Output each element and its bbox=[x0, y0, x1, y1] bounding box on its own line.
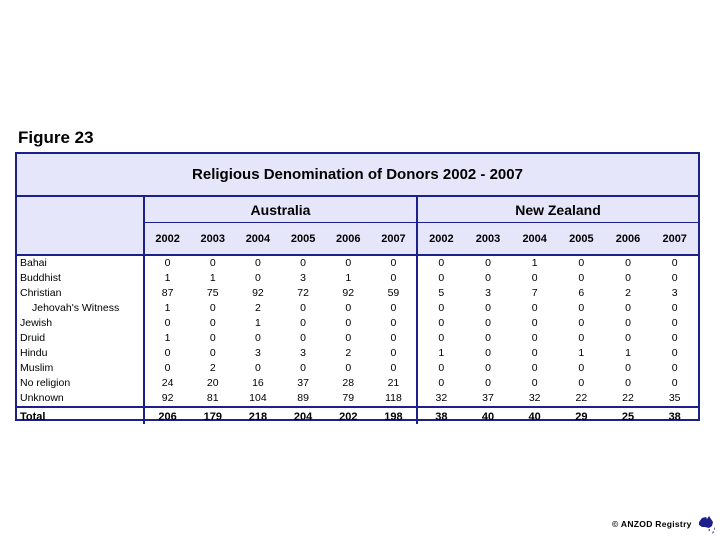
group-new-zealand bbox=[418, 197, 698, 254]
australia-cells bbox=[145, 391, 418, 406]
value-cell: 0 bbox=[438, 272, 445, 284]
australia-cells bbox=[145, 301, 418, 316]
value-cell: 1 bbox=[255, 317, 261, 329]
value-cell: 0 bbox=[531, 317, 538, 329]
row-label: Druid bbox=[17, 331, 145, 346]
value-cell: 22 bbox=[622, 392, 634, 404]
value-cell: 59 bbox=[387, 287, 400, 299]
table-title: Religious Denomination of Donors 2002 - 2007 bbox=[192, 166, 523, 183]
value-cell: 0 bbox=[671, 377, 678, 389]
value-cell: 20 bbox=[206, 377, 219, 389]
value-cell: 0 bbox=[438, 332, 445, 344]
donor-religion-table bbox=[15, 152, 700, 421]
value-cell: 0 bbox=[300, 317, 307, 329]
row-label: Bahai bbox=[17, 256, 145, 271]
value-cell: 204 bbox=[293, 411, 313, 423]
group-australia bbox=[145, 197, 418, 254]
value-cell: 37 bbox=[297, 377, 309, 389]
value-cell: 0 bbox=[438, 257, 445, 269]
value-cell: 0 bbox=[209, 332, 216, 344]
table-row bbox=[17, 361, 698, 376]
new-zealand-cells bbox=[418, 271, 698, 286]
value-cell: 2 bbox=[209, 362, 216, 374]
value-cell: 202 bbox=[339, 411, 358, 423]
value-cell: 0 bbox=[531, 377, 538, 389]
copyright-text: © ANZOD Registry bbox=[612, 519, 692, 529]
year-header: 2003 bbox=[475, 232, 501, 245]
value-cell: 0 bbox=[578, 377, 585, 389]
year-header: 2005 bbox=[290, 232, 316, 245]
value-cell: 0 bbox=[345, 317, 352, 329]
year-header: 2004 bbox=[522, 232, 547, 245]
value-cell: 0 bbox=[255, 332, 261, 344]
value-cell: 0 bbox=[485, 332, 491, 344]
value-cell: 0 bbox=[164, 362, 171, 374]
value-cell: 1 bbox=[209, 272, 216, 284]
row-label: Muslim bbox=[17, 361, 145, 376]
year-headers bbox=[418, 223, 698, 254]
value-cell: 29 bbox=[575, 411, 588, 423]
value-cell: 0 bbox=[578, 332, 585, 344]
australia-cells bbox=[145, 376, 418, 391]
value-cell: 0 bbox=[578, 317, 585, 329]
row-label: Total bbox=[17, 408, 145, 424]
value-cell: 0 bbox=[625, 317, 631, 329]
figure-label: Figure 23 bbox=[18, 128, 94, 147]
table-row bbox=[17, 331, 698, 346]
value-cell: 0 bbox=[485, 317, 491, 329]
value-cell: 0 bbox=[625, 332, 631, 344]
value-cell: 6 bbox=[578, 287, 585, 299]
value-cell: 0 bbox=[671, 257, 678, 269]
value-cell: 0 bbox=[390, 272, 397, 284]
value-cell: 0 bbox=[531, 362, 538, 374]
value-cell: 0 bbox=[625, 302, 631, 314]
value-cell: 0 bbox=[531, 347, 538, 359]
australia-cells bbox=[145, 346, 418, 361]
value-cell: 0 bbox=[578, 302, 585, 314]
value-cell: 7 bbox=[531, 287, 538, 299]
value-cell: 0 bbox=[300, 332, 307, 344]
value-cell: 179 bbox=[203, 411, 222, 423]
value-cell: 2 bbox=[255, 302, 261, 314]
header-stub bbox=[17, 197, 145, 254]
row-label: Unknown bbox=[17, 391, 145, 406]
value-cell: 0 bbox=[578, 257, 585, 269]
australia-cells bbox=[145, 331, 418, 346]
value-cell: 0 bbox=[485, 347, 491, 359]
value-cell: 0 bbox=[531, 272, 538, 284]
value-cell: 16 bbox=[252, 377, 264, 389]
value-cell: 0 bbox=[671, 347, 678, 359]
value-cell: 0 bbox=[531, 332, 538, 344]
value-cell: 198 bbox=[384, 411, 403, 423]
value-cell: 0 bbox=[438, 317, 445, 329]
value-cell: 0 bbox=[671, 362, 678, 374]
new-zealand-cells bbox=[418, 346, 698, 361]
value-cell: 25 bbox=[621, 411, 635, 423]
value-cell: 0 bbox=[390, 362, 397, 374]
table-title-row bbox=[17, 154, 698, 197]
value-cell: 0 bbox=[209, 302, 216, 314]
value-cell: 0 bbox=[671, 302, 678, 314]
year-header: 2005 bbox=[569, 232, 594, 245]
group-name: Australia bbox=[145, 197, 416, 223]
row-label: Christian bbox=[17, 286, 145, 301]
value-cell: 92 bbox=[252, 287, 264, 299]
value-cell: 1 bbox=[164, 272, 171, 284]
value-cell: 0 bbox=[485, 272, 491, 284]
new-zealand-cells bbox=[418, 256, 698, 271]
value-cell: 92 bbox=[342, 287, 355, 299]
value-cell: 3 bbox=[300, 347, 307, 359]
row-label: No religion bbox=[17, 376, 145, 391]
value-cell: 0 bbox=[625, 272, 631, 284]
table-body bbox=[17, 256, 698, 424]
year-header: 2002 bbox=[429, 232, 454, 245]
value-cell: 0 bbox=[255, 257, 261, 269]
value-cell: 2 bbox=[345, 347, 352, 359]
value-cell: 89 bbox=[297, 392, 309, 404]
value-cell: 0 bbox=[671, 272, 678, 284]
value-cell: 0 bbox=[485, 302, 491, 314]
australia-cells bbox=[145, 271, 418, 286]
value-cell: 0 bbox=[390, 302, 397, 314]
table-row bbox=[17, 256, 698, 271]
value-cell: 32 bbox=[528, 392, 541, 404]
australia-cells bbox=[145, 361, 418, 376]
year-header: 2007 bbox=[662, 232, 687, 245]
table-row bbox=[17, 286, 698, 301]
australia-cells bbox=[145, 286, 418, 301]
row-label: Jehovah's Witness bbox=[17, 301, 145, 316]
value-cell: 1 bbox=[164, 302, 171, 314]
value-cell: 28 bbox=[342, 377, 355, 389]
value-cell: 0 bbox=[209, 317, 216, 329]
year-headers bbox=[145, 223, 416, 254]
table-row bbox=[17, 316, 698, 331]
table-row bbox=[17, 346, 698, 361]
new-zealand-cells bbox=[418, 391, 698, 406]
value-cell: 0 bbox=[300, 302, 307, 314]
table-row bbox=[17, 391, 698, 406]
value-cell: 0 bbox=[438, 302, 445, 314]
value-cell: 72 bbox=[297, 287, 309, 299]
table-header bbox=[17, 197, 698, 256]
value-cell: 0 bbox=[438, 377, 445, 389]
value-cell: 1 bbox=[438, 347, 445, 359]
value-cell: 75 bbox=[206, 287, 219, 299]
value-cell: 32 bbox=[435, 392, 448, 404]
value-cell: 0 bbox=[390, 347, 397, 359]
value-cell: 104 bbox=[249, 392, 267, 404]
year-header: 2006 bbox=[615, 232, 641, 245]
value-cell: 0 bbox=[390, 317, 397, 329]
value-cell: 0 bbox=[625, 257, 631, 269]
value-cell: 0 bbox=[671, 317, 678, 329]
year-header: 2004 bbox=[245, 232, 271, 245]
value-cell: 0 bbox=[345, 257, 352, 269]
group-name: New Zealand bbox=[418, 197, 698, 223]
new-zealand-cells bbox=[418, 316, 698, 331]
value-cell: 0 bbox=[390, 332, 397, 344]
new-zealand-cells bbox=[418, 331, 698, 346]
value-cell: 0 bbox=[255, 272, 261, 284]
value-cell: 3 bbox=[300, 272, 307, 284]
new-zealand-cells bbox=[418, 408, 698, 424]
value-cell: 3 bbox=[255, 347, 261, 359]
value-cell: 0 bbox=[164, 257, 171, 269]
table-row bbox=[17, 376, 698, 391]
value-cell: 0 bbox=[164, 317, 171, 329]
value-cell: 21 bbox=[387, 377, 400, 389]
year-header: 2002 bbox=[155, 232, 180, 245]
value-cell: 2 bbox=[625, 287, 631, 299]
value-cell: 118 bbox=[385, 392, 402, 404]
australia-cells bbox=[145, 408, 418, 424]
value-cell: 1 bbox=[345, 272, 352, 284]
value-cell: 0 bbox=[671, 332, 678, 344]
value-cell: 0 bbox=[578, 362, 585, 374]
value-cell: 1 bbox=[531, 257, 538, 269]
value-cell: 0 bbox=[578, 272, 585, 284]
year-header: 2003 bbox=[200, 232, 225, 245]
value-cell: 0 bbox=[345, 332, 352, 344]
value-cell: 206 bbox=[158, 411, 177, 423]
table-row bbox=[17, 301, 698, 316]
value-cell: 92 bbox=[161, 392, 174, 404]
value-cell: 3 bbox=[485, 287, 491, 299]
value-cell: 0 bbox=[625, 362, 631, 374]
value-cell: 0 bbox=[345, 362, 352, 374]
value-cell: 38 bbox=[435, 411, 448, 423]
value-cell: 0 bbox=[531, 302, 538, 314]
value-cell: 0 bbox=[390, 257, 397, 269]
row-label: Jewish bbox=[17, 316, 145, 331]
value-cell: 0 bbox=[625, 377, 631, 389]
value-cell: 1 bbox=[164, 332, 171, 344]
value-cell: 1 bbox=[625, 347, 631, 359]
australia-cells bbox=[145, 316, 418, 331]
new-zealand-cells bbox=[418, 361, 698, 376]
value-cell: 37 bbox=[482, 392, 494, 404]
value-cell: 0 bbox=[164, 347, 171, 359]
value-cell: 22 bbox=[575, 392, 588, 404]
value-cell: 87 bbox=[161, 287, 174, 299]
table-row bbox=[17, 271, 698, 286]
value-cell: 5 bbox=[438, 287, 445, 299]
value-cell: 0 bbox=[209, 347, 216, 359]
value-cell: 0 bbox=[485, 257, 491, 269]
value-cell: 0 bbox=[485, 377, 491, 389]
value-cell: 0 bbox=[485, 362, 491, 374]
value-cell: 0 bbox=[255, 362, 261, 374]
australia-cells bbox=[145, 256, 418, 271]
value-cell: 0 bbox=[209, 257, 216, 269]
value-cell: 40 bbox=[528, 411, 541, 423]
value-cell: 3 bbox=[671, 287, 678, 299]
value-cell: 0 bbox=[300, 257, 307, 269]
new-zealand-cells bbox=[418, 301, 698, 316]
total-row bbox=[17, 406, 698, 424]
row-label: Buddhist bbox=[17, 271, 145, 286]
row-label: Hindu bbox=[17, 346, 145, 361]
value-cell: 24 bbox=[161, 377, 174, 389]
value-cell: 35 bbox=[668, 392, 681, 404]
value-cell: 0 bbox=[345, 302, 352, 314]
year-header: 2006 bbox=[336, 232, 361, 245]
value-cell: 0 bbox=[438, 362, 445, 374]
value-cell: 79 bbox=[342, 392, 355, 404]
new-zealand-cells bbox=[418, 376, 698, 391]
value-cell: 38 bbox=[668, 411, 681, 423]
year-header: 2007 bbox=[381, 232, 406, 245]
value-cell: 0 bbox=[300, 362, 307, 374]
value-cell: 1 bbox=[578, 347, 585, 359]
value-cell: 218 bbox=[248, 411, 268, 423]
value-cell: 81 bbox=[206, 392, 219, 404]
australia-nz-map-icon bbox=[697, 514, 717, 536]
new-zealand-cells bbox=[418, 286, 698, 301]
value-cell: 40 bbox=[481, 411, 495, 423]
